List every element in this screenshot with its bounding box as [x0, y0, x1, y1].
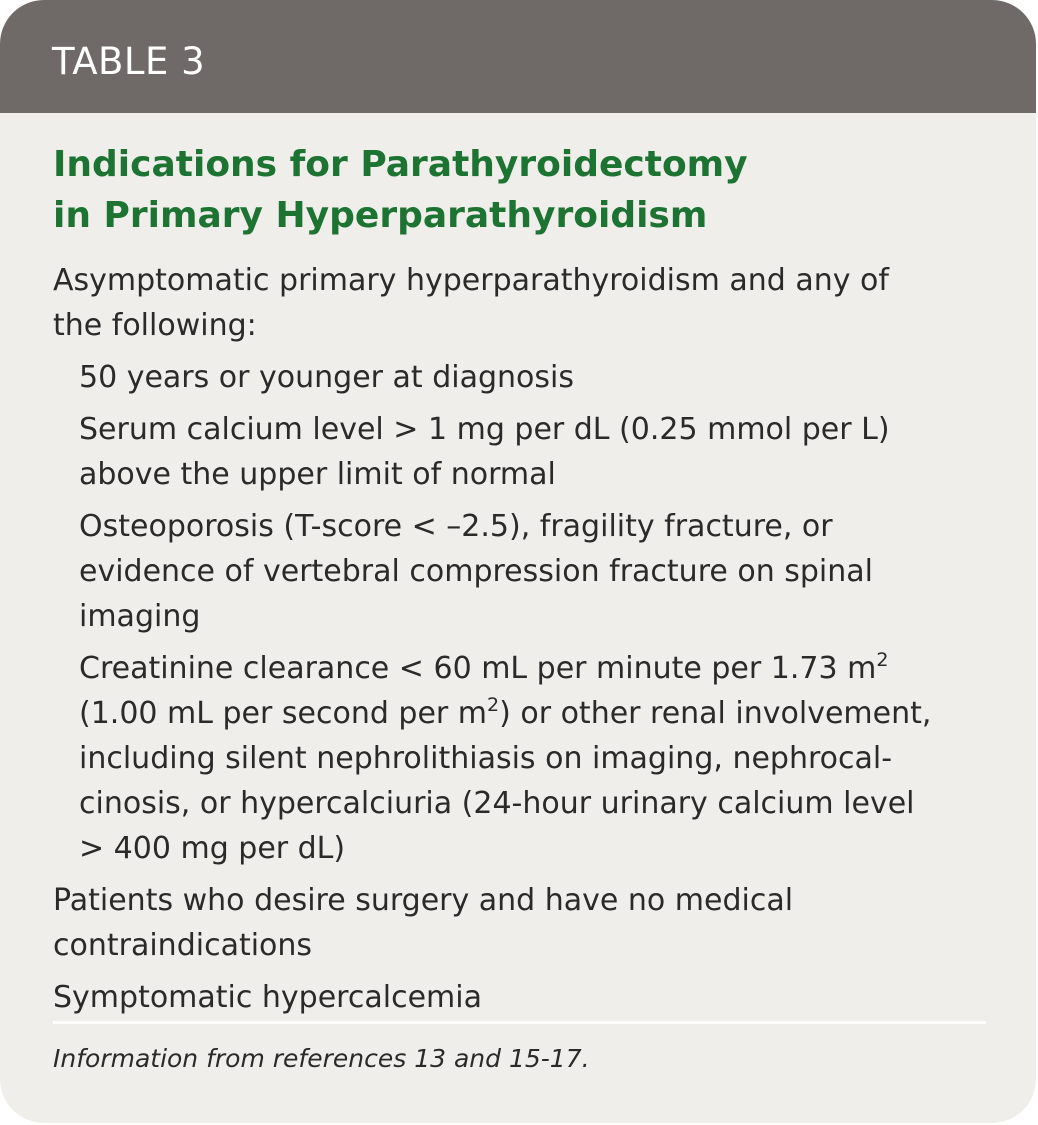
table-label: TABLE 3	[52, 40, 206, 83]
criterion-item-osteoporosis	[53, 504, 993, 639]
superscript: 2	[487, 694, 500, 716]
criterion-line	[79, 691, 993, 736]
indication-line: the following:	[53, 308, 257, 343]
criterion-line: > 400 mg per dL)	[79, 831, 346, 866]
table-title	[53, 139, 748, 241]
indication-item-asymptomatic	[53, 258, 993, 348]
criterion-item-creatinine	[53, 646, 993, 871]
indication-line: Patients who desire surgery and have no medical	[53, 883, 794, 918]
footnote: Information from references 13 and 15-17.	[53, 1044, 590, 1073]
indication-line: Asymptomatic primary hyperparathyroidism and any of	[53, 263, 889, 298]
indication-line: contraindications	[53, 928, 313, 963]
criterion-line: 50 years or younger at diagnosis	[79, 360, 574, 395]
indication-item-symptomatic	[53, 975, 993, 1020]
criterion-line: Serum calcium level > 1 mg per dL (0.25 mmol per L)	[79, 412, 890, 447]
criterion-line: cinosis, or hypercalciuria (24-hour urinary calcium level	[79, 786, 915, 821]
criterion-line: evidence of vertebral compression fracture on spinal	[79, 554, 874, 589]
criterion-line: Osteoporosis (T-score < –2.5), fragility fracture, or	[79, 509, 833, 544]
superscript: 2	[876, 649, 889, 671]
indications-list	[53, 258, 993, 1027]
table-header-bar	[0, 0, 1036, 113]
criterion-text: Creatinine clearance < 60 mL per minute per 1.73 m	[79, 651, 877, 686]
indication-line: Symptomatic hypercalcemia	[53, 980, 482, 1015]
criterion-item-age	[53, 355, 993, 400]
criterion-line	[79, 646, 993, 691]
table-title-line-2: in Primary Hyperparathyroidism	[53, 195, 708, 236]
indication-item-patient-desire	[53, 878, 993, 968]
criterion-line: imaging	[79, 599, 201, 634]
footnote-divider	[53, 1021, 986, 1024]
criterion-item-serum-calcium	[53, 407, 993, 497]
table-title-line-1: Indications for Parathyroidectomy	[53, 144, 748, 185]
criterion-text: ) or other renal involvement,	[499, 696, 932, 731]
criterion-line: including silent nephrolithiasis on imaging, nephrocal-	[79, 741, 893, 776]
criterion-text: (1.00 mL per second per m	[79, 696, 488, 731]
criterion-line: above the upper limit of normal	[79, 457, 556, 492]
